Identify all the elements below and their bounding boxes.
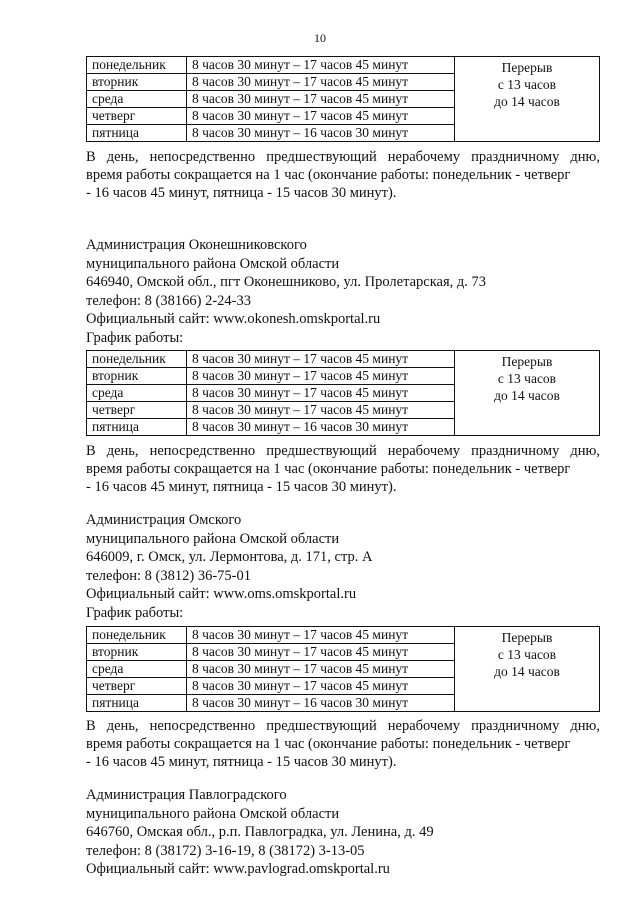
- admin-district: муниципального района Омской области: [86, 805, 340, 822]
- schedule-table: [86, 350, 600, 436]
- admin-name: Администрация Павлоградского: [86, 787, 287, 803]
- hours-cell: 8 часов 30 минут – 17 часов 45 минут: [187, 678, 455, 695]
- schedule-table: [86, 56, 600, 142]
- admin-contact-block: [86, 786, 600, 879]
- hours-cell: 8 часов 30 минут – 17 часов 45 минут: [187, 627, 455, 644]
- schedule-table: [86, 626, 600, 712]
- day-cell: среда: [87, 385, 187, 402]
- break-cell: [455, 57, 600, 142]
- table-row: [87, 627, 600, 644]
- holiday-note: [86, 717, 600, 771]
- day-cell: среда: [87, 91, 187, 108]
- note-line: В день, непосредственно предшествующий нерабочему праздничному дню,: [86, 443, 600, 459]
- day-cell: пятница: [87, 695, 187, 712]
- hours-cell: 8 часов 30 минут – 17 часов 45 минут: [187, 57, 455, 74]
- hours-cell: 8 часов 30 минут – 17 часов 45 минут: [187, 661, 455, 678]
- day-cell: пятница: [87, 419, 187, 436]
- day-cell: пятница: [87, 125, 187, 142]
- day-cell: понедельник: [87, 351, 187, 368]
- day-cell: понедельник: [87, 57, 187, 74]
- schedule-heading: График работы:: [86, 329, 184, 346]
- hours-cell: 8 часов 30 минут – 17 часов 45 минут: [187, 402, 455, 419]
- table-row: [87, 57, 600, 74]
- hours-cell: 8 часов 30 минут – 17 часов 45 минут: [187, 108, 455, 125]
- note-line: время работы сокращается на 1 час (окончание работы: понедельник - четверг: [86, 167, 571, 183]
- hours-cell: 8 часов 30 минут – 17 часов 45 минут: [187, 368, 455, 385]
- admin-address: 646940, Омской обл., пгт Оконешниково, ул. Пролетарская, д. 73: [86, 274, 487, 290]
- admin-name: Администрация Оконешниковского: [86, 237, 307, 253]
- note-line: время работы сокращается на 1 час (окончание работы: понедельник - четверг: [86, 461, 571, 477]
- note-line: - 16 часов 45 минут, пятница - 15 часов 30 минут).: [86, 479, 397, 495]
- holiday-note: [86, 442, 600, 496]
- break-start: с 13 часов: [497, 371, 557, 386]
- day-cell: среда: [87, 661, 187, 678]
- break-label: Перерыв: [501, 60, 553, 75]
- admin-contact-block: [86, 511, 600, 622]
- break-end: до 14 часов: [494, 388, 560, 403]
- note-line: В день, непосредственно предшествующий нерабочему праздничному дню,: [86, 149, 600, 165]
- admin-website: Официальный сайт: www.okonesh.omskportal.ru: [86, 311, 381, 327]
- admin-name: Администрация Омского: [86, 512, 242, 528]
- admin-district: муниципального района Омской области: [86, 255, 340, 272]
- admin-website: Официальный сайт: www.oms.omskportal.ru: [86, 586, 357, 602]
- hours-cell: 8 часов 30 минут – 16 часов 30 минут: [187, 695, 455, 712]
- holiday-note: [86, 148, 600, 202]
- break-cell: [455, 627, 600, 712]
- hours-cell: 8 часов 30 минут – 17 часов 45 минут: [187, 351, 455, 368]
- day-cell: четверг: [87, 402, 187, 419]
- admin-phone: телефон: 8 (38172) 3-16-19, 8 (38172) 3-13-05: [86, 842, 365, 859]
- note-line: - 16 часов 45 минут, пятница - 15 часов 30 минут).: [86, 754, 397, 770]
- hours-cell: 8 часов 30 минут – 16 часов 30 минут: [187, 419, 455, 436]
- admin-website: Официальный сайт: www.pavlograd.omskportal.ru: [86, 861, 390, 877]
- day-cell: четверг: [87, 678, 187, 695]
- admin-district: муниципального района Омской области: [86, 530, 340, 547]
- break-start: с 13 часов: [497, 77, 557, 92]
- table-row: [87, 351, 600, 368]
- admin-phone: телефон: 8 (38166) 2-24-33: [86, 292, 251, 309]
- admin-address: 646009, г. Омск, ул. Лермонтова, д. 171, стр. А: [86, 549, 373, 565]
- note-line: В день, непосредственно предшествующий нерабочему праздничному дню,: [86, 718, 600, 734]
- day-cell: четверг: [87, 108, 187, 125]
- break-end: до 14 часов: [494, 664, 560, 679]
- day-cell: вторник: [87, 644, 187, 661]
- break-label: Перерыв: [501, 354, 553, 369]
- day-cell: вторник: [87, 74, 187, 91]
- day-cell: понедельник: [87, 627, 187, 644]
- page-number: 10: [314, 31, 326, 45]
- break-start: с 13 часов: [497, 647, 557, 662]
- hours-cell: 8 часов 30 минут – 17 часов 45 минут: [187, 74, 455, 91]
- hours-cell: 8 часов 30 минут – 17 часов 45 минут: [187, 91, 455, 108]
- schedule-heading: График работы:: [86, 604, 184, 621]
- break-label: Перерыв: [501, 630, 553, 645]
- note-line: время работы сокращается на 1 час (окончание работы: понедельник - четверг: [86, 736, 571, 752]
- break-cell: [455, 351, 600, 436]
- admin-phone: телефон: 8 (3812) 36-75-01: [86, 567, 251, 584]
- hours-cell: 8 часов 30 минут – 17 часов 45 минут: [187, 385, 455, 402]
- note-line: - 16 часов 45 минут, пятница - 15 часов 30 минут).: [86, 185, 397, 201]
- admin-contact-block: [86, 236, 600, 347]
- admin-address: 646760, Омская обл., р.п. Павлоградка, ул. Ленина, д. 49: [86, 824, 434, 840]
- day-cell: вторник: [87, 368, 187, 385]
- break-end: до 14 часов: [494, 94, 560, 109]
- hours-cell: 8 часов 30 минут – 17 часов 45 минут: [187, 644, 455, 661]
- hours-cell: 8 часов 30 минут – 16 часов 30 минут: [187, 125, 455, 142]
